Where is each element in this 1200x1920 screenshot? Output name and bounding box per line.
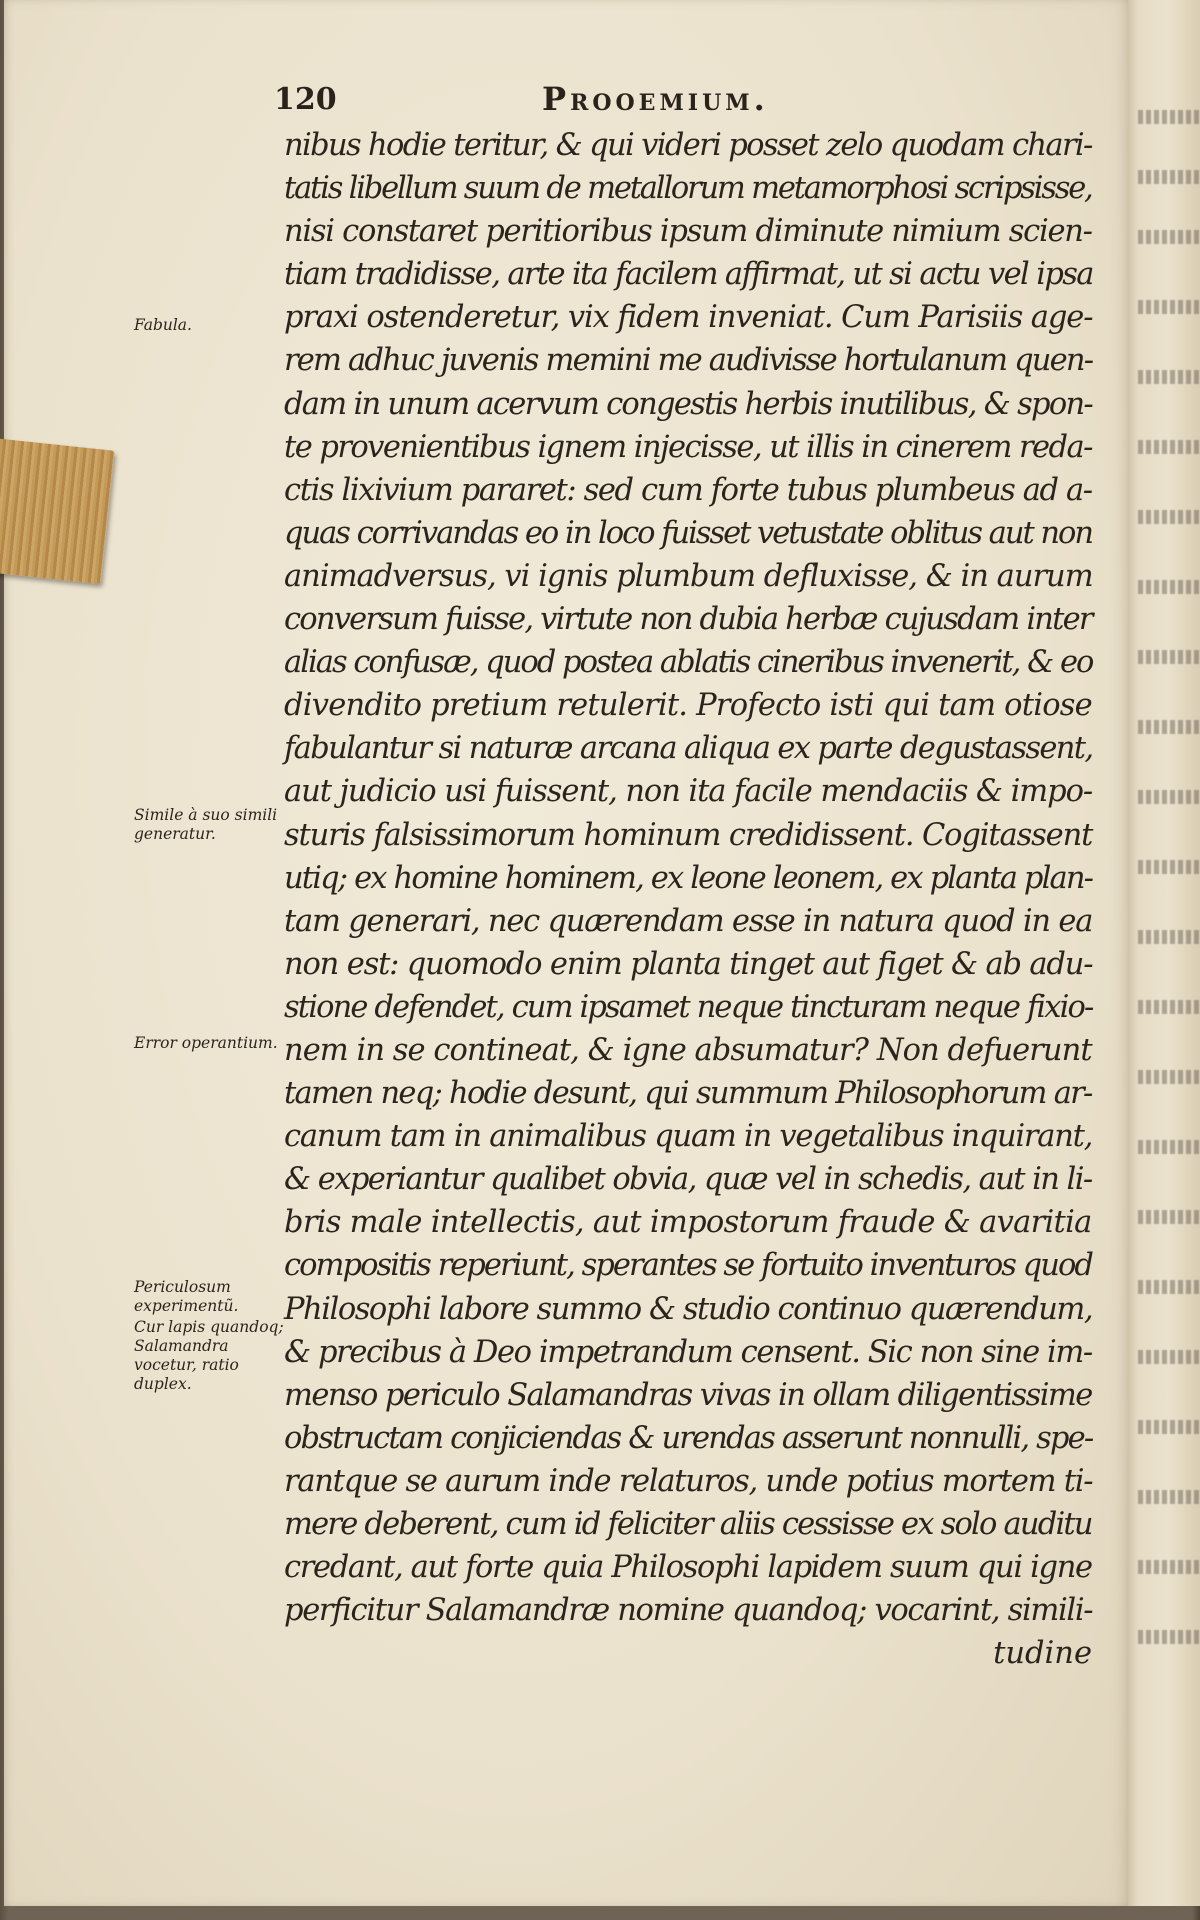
- text-line: utiq; ex homine hominem, ex leone leonem, ex planta plan-: [284, 860, 1093, 896]
- text-line: menso periculo Salamandras vivas in ollam diligentissime: [284, 1377, 1092, 1413]
- text-line: tamen neq; hodie desunt, qui summum Philosophorum ar-: [284, 1076, 1092, 1112]
- text-line: credant, aut forte quia Philosophi lapidem suum qui igne: [284, 1550, 1092, 1586]
- text-line: & precibus à Deo impetrandum censent. Sic non sine im-: [284, 1334, 1092, 1370]
- text-line: compositis reperiunt, sperantes se fortuito inventuros quod: [284, 1248, 1092, 1284]
- margin-note-simile: Simile à suo simili generatur.: [134, 806, 278, 843]
- text-line: perficitur Salamandræ nomine quandoq; vocarint, simili-: [284, 1593, 1093, 1629]
- text-line: mere deberent, cum id feliciter aliis cessisse ex solo auditu: [284, 1507, 1092, 1542]
- margin-note-cur-lapis: Cur lapis quandoq; Salamandra vocetur, ratio duplex.: [134, 1318, 284, 1393]
- text-line: Philosophi labore summo & studio continuo quærendum,: [284, 1291, 1093, 1327]
- next-page-edge: [1128, 0, 1200, 1906]
- text-line: praxi ostenderetur, vix fidem inveniat. Cum Parisiis age-: [284, 300, 1093, 336]
- text-line: & experiantur qualibet obvia, quæ vel in schedis, aut in li-: [284, 1162, 1092, 1198]
- text-line: te provenientibus ignem injecisse, ut illis in cinerem reda-: [284, 429, 1092, 465]
- text-line: tiam tradidisse, arte ita facilem affirmat, ut si actu vel ipsa: [284, 257, 1093, 293]
- paper-bookmark-strip: [0, 438, 115, 584]
- text-line: sturis falsissimorum hominum credidissent. Cogitassent: [284, 817, 1093, 853]
- text-line: ctis lixivium pararet: sed cum forte tubus plumbeus ad a-: [284, 472, 1092, 508]
- text-line: canum tam in animalibus quam in vegetalibus inquirant,: [284, 1119, 1093, 1155]
- text-line: quas corrivandas eo in loco fuisset vetustate oblitus aut non: [284, 515, 1092, 551]
- text-line: non est: quomodo enim planta tinget aut figet & ab adu-: [284, 946, 1093, 982]
- text-line: rem adhuc juvenis memini me audivisse hortulanum quen-: [284, 343, 1093, 379]
- text-line: bris male intellectis, aut impostorum fraude & avaritia: [284, 1205, 1092, 1241]
- text-line: nibus hodie teritur, & qui videri posset zelo quodam chari-: [284, 128, 1092, 163]
- text-line: divendito pretium retulerit. Profecto isti qui tam otiose: [284, 688, 1092, 724]
- text-line: nem in se contineat, & igne absumatur? Non defuerunt: [284, 1032, 1092, 1068]
- body-text-block: [284, 124, 1092, 1675]
- book-page: [4, 0, 1136, 1906]
- margin-note-periculosum: Periculosum experimentũ.: [134, 1278, 239, 1315]
- text-line: nisi constaret peritioribus ipsum diminute nimium scien-: [284, 214, 1092, 250]
- text-line: animadversus, vi ignis plumbum defluxisse, & in aurum: [284, 558, 1093, 594]
- running-head: Prooemium.: [542, 80, 769, 118]
- page-number: 120: [274, 82, 337, 117]
- text-line: aut judicio usi fuissent, non ita facile mendaciis & impo-: [284, 774, 1093, 810]
- text-line: fabulantur si naturæ arcana aliqua ex parte degustassent,: [284, 731, 1093, 767]
- text-line: conversum fuisse, virtute non dubia herbæ cujusdam inter: [284, 602, 1092, 638]
- text-line: tam generari, nec quærendam esse in natura quod in ea: [284, 903, 1093, 939]
- text-line: alias confusæ, quod postea ablatis cineribus invenerit, & eo: [284, 645, 1093, 681]
- text-line: obstructam conjiciendas & urendas asserunt nonnulli, spe-: [284, 1420, 1093, 1456]
- catchword: tudine: [993, 1636, 1092, 1672]
- text-line: tatis libellum suum de metallorum metamorphosi scripsisse,: [284, 171, 1092, 207]
- page-header: [4, 78, 1134, 122]
- text-line: dam in unum acervum congestis herbis inutilibus, & spon-: [284, 386, 1093, 422]
- text-line: stione defendet, cum ipsamet neque tincturam neque fixio-: [284, 989, 1093, 1025]
- margin-note-fabula: Fabula.: [134, 316, 192, 334]
- text-line: rantque se aurum inde relaturos, unde potius mortem ti-: [284, 1463, 1093, 1499]
- margin-note-error: Error operantium.: [134, 1034, 278, 1052]
